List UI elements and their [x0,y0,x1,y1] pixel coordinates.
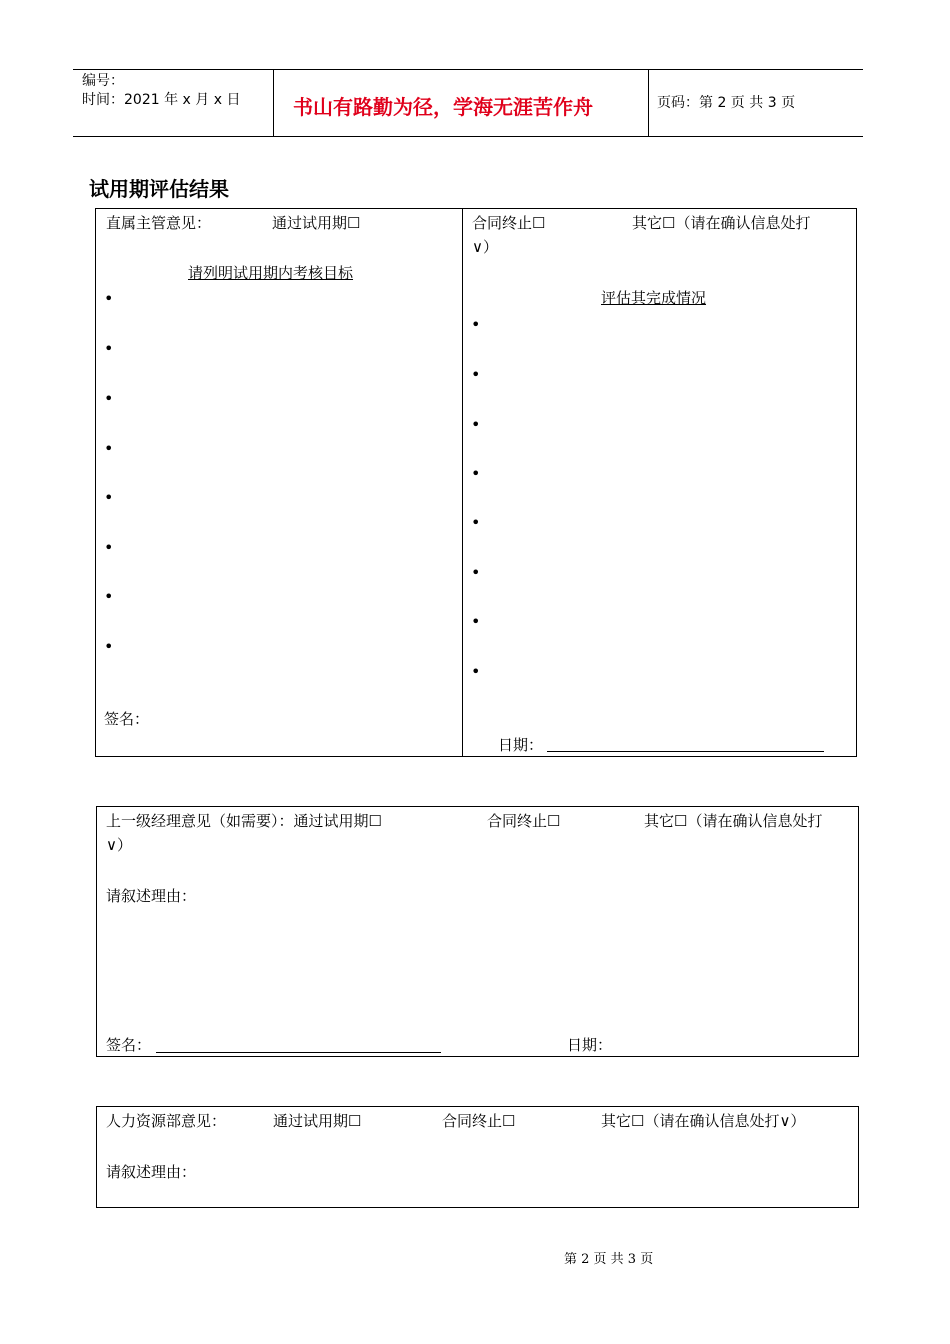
manager-sign-line[interactable] [156,1052,441,1053]
completion-bullet: • [471,563,481,582]
supervisor-date-label: 日期： [498,736,544,754]
header-divider-right [648,69,649,136]
manager-check-mark: ∨） [106,836,132,854]
header-motto: 书山有路勤为径，学海无涯苦作舟 [293,95,593,119]
supervisor-pass-option[interactable]: 通过试用期☐ [272,214,361,232]
completion-bullet: • [471,365,481,384]
supervisor-other-option[interactable]: 其它☐（请在确认信息处打 [632,214,811,232]
goal-bullet: • [104,587,114,606]
manager-reason-label: 请叙述理由： [106,887,197,905]
manager-sign-label: 签名： [106,1036,152,1054]
goal-bullet: • [104,389,114,408]
hr-terminate-option[interactable]: 合同终止☐ [442,1112,516,1130]
supervisor-terminate-option[interactable]: 合同终止☐ [472,214,546,232]
supervisor-box-divider [462,208,463,757]
manager-other-option[interactable]: 其它☐（请在确认信息处打 [644,812,823,830]
supervisor-label: 直属主管意见： [106,214,212,232]
hr-label: 人力资源部意见： [106,1112,227,1130]
goal-bullet: • [104,439,114,458]
goal-bullet: • [104,339,114,358]
hr-pass-option[interactable]: 通过试用期☐ [273,1112,362,1130]
header-bottom-rule [73,136,863,137]
header-page-info: 页码：第 2 页 共 3 页 [657,95,796,111]
header-time-label: 时间：2021 年 x 月 x 日 [82,92,241,108]
header-number-label: 编号： [82,73,124,89]
manager-opinion-box [96,806,859,1057]
manager-terminate-option[interactable]: 合同终止☐ [487,812,561,830]
completion-bullet: • [471,612,481,631]
goal-bullet: • [104,637,114,656]
header-divider-left [273,69,274,136]
header-top-rule [73,69,863,70]
goal-bullet: • [104,538,114,557]
completion-bullet: • [471,513,481,532]
supervisor-sign-label: 签名： [104,710,150,728]
completion-bullet: • [471,415,481,434]
manager-label[interactable]: 上一级经理意见（如需要）：通过试用期☐ [106,812,382,830]
goal-bullet: • [104,488,114,507]
hr-other-option[interactable]: 其它☐（请在确认信息处打∨） [601,1112,806,1130]
page-footer: 第 2 页 共 3 页 [564,1252,654,1267]
goal-bullet: • [104,289,114,308]
supervisor-date-line[interactable] [547,751,824,752]
completion-bullet: • [471,464,481,483]
section-title: 试用期评估结果 [89,177,229,201]
goals-heading: 请列明试用期内考核目标 [188,264,354,282]
manager-date-label: 日期： [567,1036,613,1054]
completion-bullet: • [471,315,481,334]
hr-reason-label: 请叙述理由： [106,1163,197,1181]
completion-heading: 评估其完成情况 [601,289,707,307]
supervisor-check-mark: ∨） [472,238,498,256]
completion-bullet: • [471,662,481,681]
